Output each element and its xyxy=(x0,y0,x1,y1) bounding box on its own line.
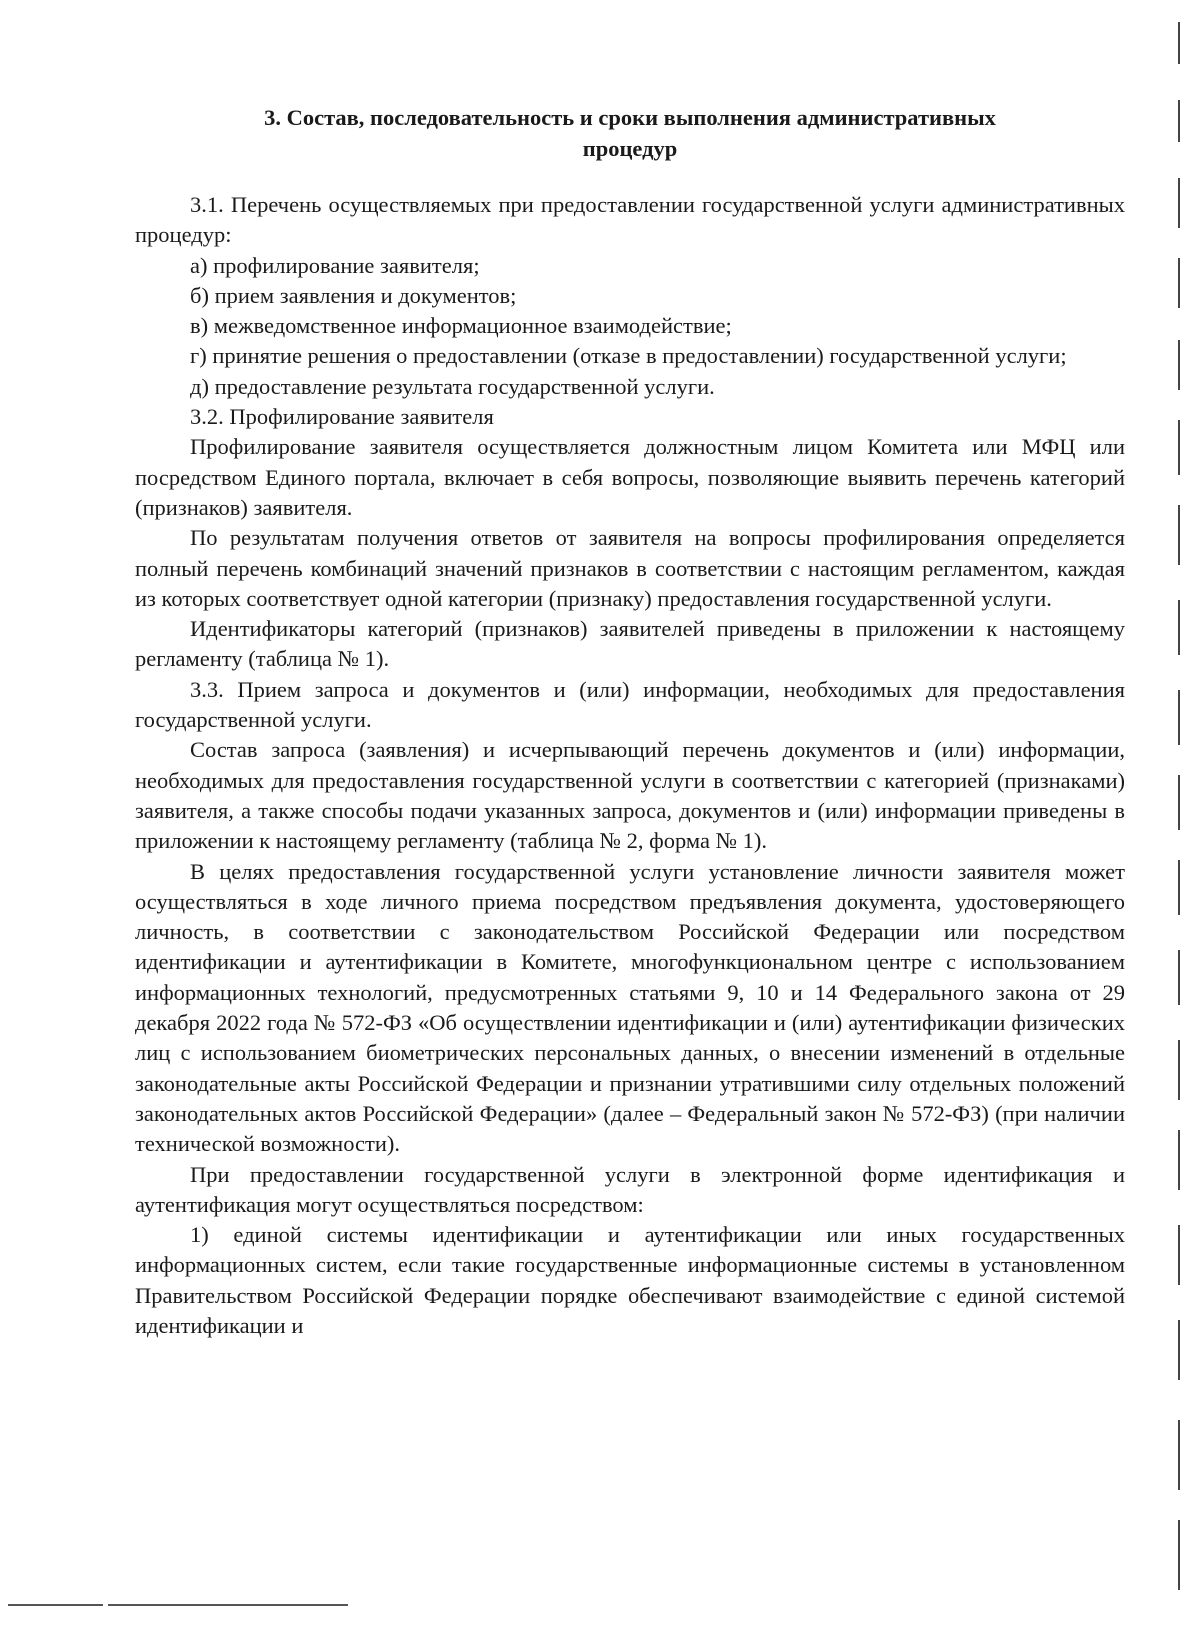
scan-edge-mark xyxy=(1178,258,1180,308)
scan-edge-mark xyxy=(1178,775,1180,830)
section-heading xyxy=(135,102,1125,164)
scan-edge-mark xyxy=(1178,1040,1180,1100)
paragraph-request-composition: Состав запроса (заявления) и исчерпывающий перечень документов и (или) информации, необходимых для предоставления государственной услуги в соответствии с категорией (признаками) заявителя, а также способы подачи указанных запроса, документов и (или) информации приведены в приложении к настоящему регламенту (таблица № 2, форма № 1). xyxy=(135,737,1125,854)
list-item-d: д) предоставление результата государственной услуги. xyxy=(190,373,715,399)
section-heading-line-2: процедур xyxy=(582,136,678,161)
scan-edge-mark xyxy=(1178,950,1180,1005)
paragraph-profiling: Профилирование заявителя осуществляется должностным лицом Комитета или МФЦ или посредством Единого портала, включает в себя вопросы, позволяющие выявить перечень категорий (признаков) заявителя. xyxy=(135,434,1125,520)
scan-edge-mark xyxy=(1178,1130,1180,1190)
scan-bottom-line xyxy=(108,1604,348,1606)
scan-edge-mark xyxy=(1178,860,1180,915)
scan-bottom-line xyxy=(8,1604,103,1606)
section-heading-line-1: 3. Состав, последовательность и сроки выполнения административных xyxy=(264,105,996,130)
paragraph-esia: 1) единой системы идентификации и аутентификации или иных государственных информационных систем, если такие государственные информационные системы в установленном Правительством Российской Федерации порядке обеспечивают взаимодействие с единой системой идентификации и xyxy=(135,1222,1125,1338)
list-item-v: в) межведомственное информационное взаимодействие; xyxy=(190,313,732,339)
scan-edge-mark xyxy=(1178,1420,1180,1490)
scan-edge-mark xyxy=(1178,505,1180,565)
scan-edge-mark xyxy=(1178,100,1180,142)
list-item-g: г) принятие решения о предоставлении (отказе в предоставлении) государственной услуги; xyxy=(190,343,1067,369)
paragraph-3-3-title: 3.3. Прием запроса и документов и (или) информации, необходимых для предоставления государственной услуги. xyxy=(135,676,1125,733)
scan-edge-mark xyxy=(1178,340,1180,390)
scan-edge-mark xyxy=(1178,600,1180,655)
scan-edge-mark xyxy=(1178,420,1180,475)
paragraph-3-2-title: 3.2. Профилирование заявителя xyxy=(190,404,494,430)
scan-edge-mark xyxy=(1178,1320,1180,1380)
scan-edge-mark xyxy=(1178,1520,1180,1590)
scan-edge-mark xyxy=(1178,690,1180,745)
list-item-a: а) профилирование заявителя; xyxy=(190,252,480,278)
paragraph-profiling-results: По результатам получения ответов от заявителя на вопросы профилирования определяется полный перечень комбинаций значений признаков в соответствии с настоящим регламентом, каждая из которых соответствует одной категории (признаку) предоставления государственной услуги. xyxy=(135,525,1125,611)
scan-edge-mark xyxy=(1178,178,1180,228)
scan-edge-mark xyxy=(1178,1225,1180,1285)
scan-edge-mark xyxy=(1178,22,1180,64)
list-item-b: б) прием заявления и документов; xyxy=(190,282,517,308)
paragraph-3-1: 3.1. Перечень осуществляемых при предоставлении государственной услуги административных процедур: xyxy=(135,192,1125,248)
paragraph-identity-verification: В целях предоставления государственной услуги установление личности заявителя может осуществляться в ходе личного приема посредством предъявления документа, удостоверяющего личность, в соответствии с законодательством Российской Федерации или посредством идентификации и аутентификации в Комитете, многофункциональном центре с использованием информационных технологий, предусмотренных статьями 9, 10 и 14 Федерального закона от 29 декабря 2022 года № 572-ФЗ «Об осуществлении идентификации и (или) аутентификации физических лиц с использованием биометрических персональных данных, о внесении изменений в отдельные законодательные акты Российской Федерации и признании утратившими силу отдельных положений законодательных актов Российской Федерации» (далее – Федеральный закон № 572-ФЗ) (при наличии технической возможности). xyxy=(135,858,1125,1157)
paragraph-electronic-form: При предоставлении государственной услуги в электронной форме идентификация и аутентификация могут осуществляться посредством: xyxy=(135,1161,1125,1217)
document-body xyxy=(135,190,1125,1341)
paragraph-identifiers: Идентификаторы категорий (признаков) заявителей приведены в приложении к настоящему регламенту (таблица № 1). xyxy=(135,616,1125,672)
